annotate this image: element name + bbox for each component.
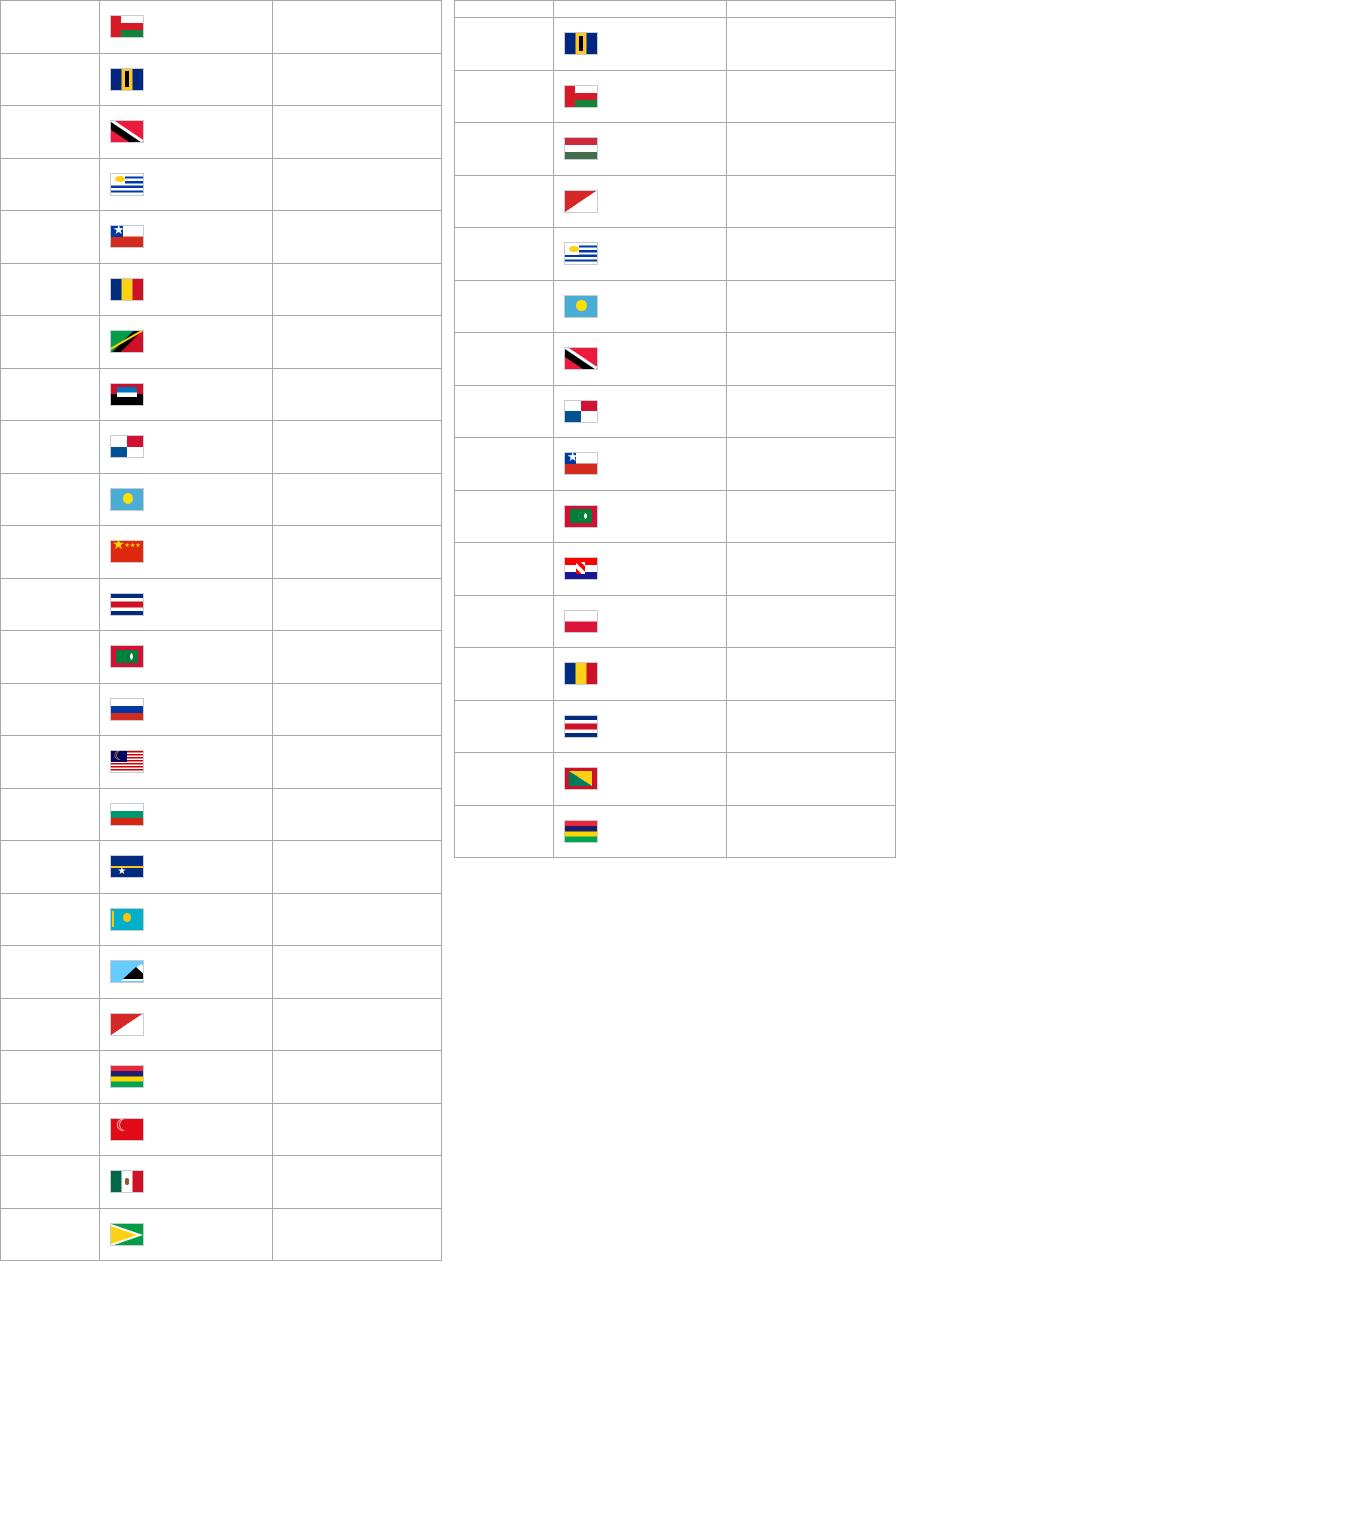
flag-pw-icon	[110, 488, 144, 511]
table-row	[1, 106, 442, 159]
rank-cell	[1, 211, 100, 264]
table-row	[454, 18, 895, 71]
rank-cell	[454, 70, 553, 123]
rank-cell	[1, 1208, 100, 1261]
value-cell	[273, 368, 442, 421]
country-cell	[553, 490, 726, 543]
value-cell	[273, 998, 442, 1051]
country-entry	[110, 1062, 151, 1090]
rank-cell	[1, 1051, 100, 1104]
value-cell	[273, 683, 442, 736]
flag-nr-icon	[110, 855, 144, 878]
value-cell	[273, 736, 442, 789]
value-cell	[727, 805, 896, 858]
table-row	[454, 70, 895, 123]
table-row	[454, 333, 895, 386]
ranking-column-1	[0, 0, 442, 1261]
rank-cell	[1, 526, 100, 579]
flag-cr-icon	[110, 593, 144, 616]
country-entry	[564, 82, 605, 110]
value-cell	[273, 106, 442, 159]
flag-cl-icon	[110, 225, 144, 248]
value-cell	[273, 316, 442, 369]
country-entry	[110, 905, 151, 933]
country-entry	[110, 1115, 151, 1143]
country-cell	[100, 106, 273, 159]
country-entry	[110, 275, 151, 303]
flag-mu-icon	[564, 820, 598, 843]
country-cell	[100, 158, 273, 211]
flag-uy-icon	[110, 173, 144, 196]
rank-cell	[454, 700, 553, 753]
rank-cell	[454, 228, 553, 281]
country-entry	[110, 537, 151, 565]
country-entry	[110, 485, 151, 513]
ranking-column-2	[454, 0, 896, 858]
country-entry	[110, 222, 151, 250]
flag-kn-icon	[110, 330, 144, 353]
country-cell	[100, 946, 273, 999]
value-cell	[273, 526, 442, 579]
rank-cell	[454, 490, 553, 543]
country-cell	[553, 175, 726, 228]
country-entry	[110, 747, 151, 775]
country-cell	[553, 805, 726, 858]
country-entry	[564, 239, 605, 267]
table-row	[454, 753, 895, 806]
country-cell	[553, 228, 726, 281]
flag-sc-icon	[564, 190, 598, 213]
country-cell	[553, 595, 726, 648]
country-cell	[553, 700, 726, 753]
rank-cell	[1, 1156, 100, 1209]
country-cell	[100, 421, 273, 474]
value-cell	[727, 490, 896, 543]
value-cell	[727, 700, 896, 753]
table-row	[1, 1103, 442, 1156]
country-entry	[564, 134, 605, 162]
flag-mv-icon	[564, 505, 598, 528]
country-entry	[110, 590, 151, 618]
ranking-table-body-1	[1, 1, 442, 1261]
rank-cell	[1, 473, 100, 526]
flag-pa-icon	[564, 400, 598, 423]
rank-cell	[1, 106, 100, 159]
table-row	[1, 946, 442, 999]
rank-cell	[1, 158, 100, 211]
value-cell	[727, 280, 896, 333]
flag-bb-icon	[564, 32, 598, 55]
value-cell	[727, 595, 896, 648]
rank-cell	[454, 543, 553, 596]
country-cell	[553, 333, 726, 386]
value-cell	[273, 946, 442, 999]
rank-cell	[454, 595, 553, 648]
rank-cell	[454, 385, 553, 438]
flag-cn-icon	[110, 540, 144, 563]
flag-gy-icon	[110, 1223, 144, 1246]
country-entry	[110, 642, 151, 670]
country-entry	[110, 800, 151, 828]
country-cell	[553, 385, 726, 438]
value-cell	[727, 753, 896, 806]
table-row	[454, 490, 895, 543]
rank-cell	[1, 316, 100, 369]
rank-cell	[1, 631, 100, 684]
country-cell	[100, 1051, 273, 1104]
country-cell	[100, 263, 273, 316]
rank-cell	[454, 753, 553, 806]
country-entry	[110, 117, 151, 145]
flag-hr-icon	[564, 557, 598, 580]
value-cell	[727, 385, 896, 438]
table-row	[1, 683, 442, 736]
table-row	[454, 595, 895, 648]
flag-ag-icon	[110, 383, 144, 406]
table-row	[1, 526, 442, 579]
value-cell	[727, 228, 896, 281]
rank-cell	[1, 53, 100, 106]
country-entry	[564, 449, 605, 477]
flag-uy-icon	[564, 242, 598, 265]
country-cell	[100, 473, 273, 526]
rank-cell	[1, 368, 100, 421]
country-cell	[553, 123, 726, 176]
country-entry	[564, 712, 605, 740]
table-row	[454, 228, 895, 281]
flag-bg-icon	[110, 803, 144, 826]
table-row	[454, 700, 895, 753]
flag-kz-icon	[110, 908, 144, 931]
flag-gd-icon	[564, 767, 598, 790]
flag-ru-icon	[110, 698, 144, 721]
country-entry	[564, 659, 605, 687]
ranking-table-body-2	[454, 1, 895, 858]
table-row	[1, 473, 442, 526]
table-row	[1, 1156, 442, 1209]
value-cell	[727, 123, 896, 176]
country-cell	[100, 683, 273, 736]
rank-cell	[1, 946, 100, 999]
value-cell	[727, 18, 896, 71]
table-row	[454, 648, 895, 701]
country-entry	[110, 1167, 151, 1195]
value-cell	[273, 788, 442, 841]
table-row	[1, 211, 442, 264]
table-row	[1, 736, 442, 789]
table-row	[1, 263, 442, 316]
rank-cell	[454, 648, 553, 701]
flag-lc-icon	[110, 960, 144, 983]
value-cell	[273, 1156, 442, 1209]
country-cell	[553, 438, 726, 491]
country-cell	[100, 53, 273, 106]
country-cell	[100, 788, 273, 841]
flag-pa-icon	[110, 435, 144, 458]
country-cell	[100, 316, 273, 369]
country-entry	[564, 502, 605, 530]
country-entry	[564, 554, 605, 582]
country-cell	[553, 648, 726, 701]
flag-ro-icon	[564, 662, 598, 685]
rank-cell	[454, 123, 553, 176]
table-row	[1, 841, 442, 894]
country-entry	[110, 1220, 151, 1248]
country-cell	[100, 893, 273, 946]
country-entry	[564, 817, 605, 845]
flag-pl-icon	[564, 610, 598, 633]
country-entry	[110, 957, 151, 985]
value-cell	[273, 893, 442, 946]
flag-cl-icon	[564, 452, 598, 475]
rank-cell	[454, 333, 553, 386]
value-cell	[727, 648, 896, 701]
country-entry	[110, 695, 151, 723]
country-cell	[100, 368, 273, 421]
rank-cell	[454, 280, 553, 333]
country-entry	[110, 65, 151, 93]
country-cell	[100, 578, 273, 631]
table-row	[454, 805, 895, 858]
value-cell	[273, 1051, 442, 1104]
value-cell	[727, 175, 896, 228]
rank-cell	[454, 18, 553, 71]
flag-tt-icon	[110, 120, 144, 143]
rank-cell	[454, 805, 553, 858]
country-cell	[100, 1103, 273, 1156]
value-cell	[727, 333, 896, 386]
rank-cell	[1, 841, 100, 894]
country-cell	[553, 280, 726, 333]
table-row	[454, 543, 895, 596]
value-cell	[727, 543, 896, 596]
flag-mx-icon	[110, 1170, 144, 1193]
country-cell	[100, 736, 273, 789]
country-entry	[564, 764, 605, 792]
table-row	[1, 1051, 442, 1104]
table-row	[1, 1208, 442, 1261]
table-row	[1, 368, 442, 421]
flag-ro-icon	[110, 278, 144, 301]
country-cell	[100, 211, 273, 264]
flag-my-icon	[110, 750, 144, 773]
flag-om-icon	[110, 15, 144, 38]
flag-bb-icon	[110, 68, 144, 91]
flag-cr-icon	[564, 715, 598, 738]
table-row	[1, 421, 442, 474]
country-cell	[553, 753, 726, 806]
table-row	[454, 175, 895, 228]
value-cell	[273, 578, 442, 631]
country-cell	[100, 841, 273, 894]
rank-cell	[454, 1, 553, 18]
rank-cell	[454, 175, 553, 228]
flag-hu-icon	[564, 137, 598, 160]
flag-mu-icon	[110, 1065, 144, 1088]
rank-cell	[1, 893, 100, 946]
country-cell	[100, 998, 273, 1051]
country-entry	[564, 607, 605, 635]
country-cell	[553, 18, 726, 71]
value-cell	[273, 53, 442, 106]
country-entry	[564, 29, 605, 57]
value-cell	[273, 263, 442, 316]
table-row	[1, 893, 442, 946]
rank-cell	[1, 263, 100, 316]
value-cell	[727, 70, 896, 123]
country-entry	[564, 344, 605, 372]
rank-cell	[1, 736, 100, 789]
table-row-clipped	[454, 1, 895, 18]
rank-cell	[1, 421, 100, 474]
rank-cell	[1, 1, 100, 54]
value-cell	[727, 438, 896, 491]
rank-cell	[1, 998, 100, 1051]
flag-sc-icon	[110, 1013, 144, 1036]
rank-cell	[1, 683, 100, 736]
flag-om-icon	[564, 85, 598, 108]
rank-cell	[1, 578, 100, 631]
country-cell	[553, 70, 726, 123]
table-row	[1, 788, 442, 841]
flag-tt-icon	[564, 347, 598, 370]
country-entry	[564, 187, 605, 215]
flag-mv-icon	[110, 645, 144, 668]
country-entry	[110, 170, 151, 198]
country-cell	[100, 1, 273, 54]
value-cell	[273, 421, 442, 474]
rank-cell	[1, 788, 100, 841]
table-row	[454, 438, 895, 491]
table-row	[454, 280, 895, 333]
value-cell	[273, 631, 442, 684]
table-row	[454, 385, 895, 438]
ranking-table-1	[0, 0, 442, 1261]
country-entry	[110, 12, 151, 40]
value-cell	[273, 158, 442, 211]
table-row	[1, 316, 442, 369]
flag-pw-icon	[564, 295, 598, 318]
country-entry	[110, 432, 151, 460]
table-row	[1, 53, 442, 106]
country-cell	[100, 631, 273, 684]
table-row	[1, 631, 442, 684]
table-row	[1, 998, 442, 1051]
value-cell	[273, 841, 442, 894]
table-row	[1, 578, 442, 631]
country-cell	[100, 1208, 273, 1261]
rank-cell	[1, 1103, 100, 1156]
country-entry	[564, 292, 605, 320]
ranking-table-2	[454, 0, 896, 858]
rank-cell	[454, 438, 553, 491]
country-entry	[110, 327, 151, 355]
country-cell	[553, 1, 726, 18]
table-row	[1, 1, 442, 54]
value-cell	[273, 1208, 442, 1261]
value-cell	[273, 211, 442, 264]
country-entry	[110, 380, 151, 408]
country-entry	[110, 852, 151, 880]
country-cell	[553, 543, 726, 596]
country-entry	[110, 1010, 151, 1038]
value-cell	[727, 1, 896, 18]
country-cell	[100, 1156, 273, 1209]
country-entry	[564, 397, 605, 425]
value-cell	[273, 473, 442, 526]
country-cell	[100, 526, 273, 579]
table-row	[1, 158, 442, 211]
flag-tr-icon	[110, 1118, 144, 1141]
value-cell	[273, 1103, 442, 1156]
table-row	[454, 123, 895, 176]
value-cell	[273, 1, 442, 54]
